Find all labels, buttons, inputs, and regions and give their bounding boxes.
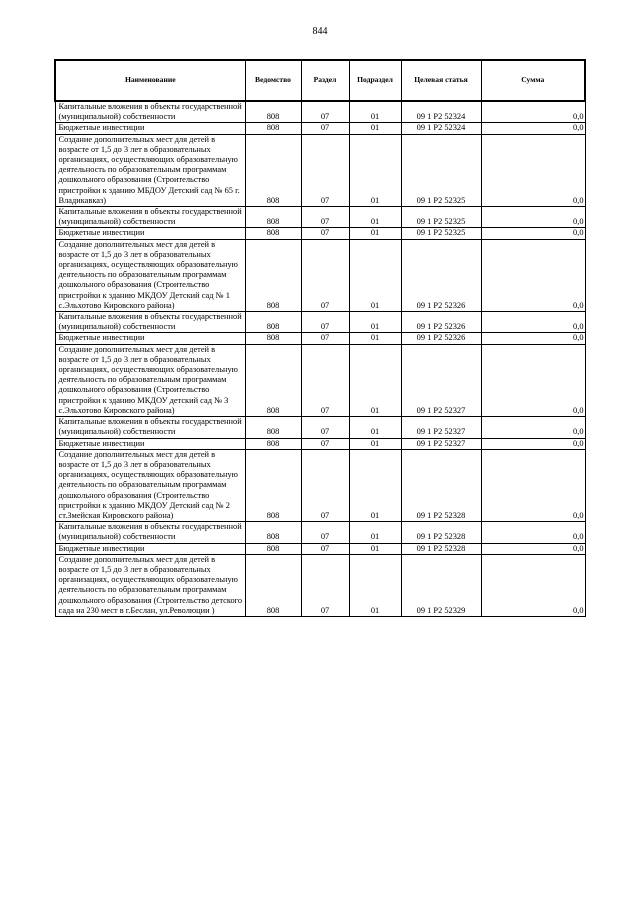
cell-name: Бюджетные инвестиции xyxy=(55,333,245,344)
cell-podrazdel: 01 xyxy=(349,344,401,416)
cell-name: Капитальные вложения в объекты государственной (муниципальной) собственности xyxy=(55,207,245,228)
cell-summa: 0,0 xyxy=(481,134,585,206)
cell-vedomstvo: 808 xyxy=(245,543,301,554)
budget-table xyxy=(54,59,586,617)
cell-vedomstvo: 808 xyxy=(245,344,301,416)
cell-summa: 0,0 xyxy=(481,101,585,123)
cell-vedomstvo: 808 xyxy=(245,449,301,521)
cell-summa: 0,0 xyxy=(481,344,585,416)
cell-vedomstvo: 808 xyxy=(245,554,301,616)
cell-summa: 0,0 xyxy=(481,312,585,333)
cell-razdel: 07 xyxy=(301,101,349,123)
cell-name: Капитальные вложения в объекты государственной (муниципальной) собственности xyxy=(55,312,245,333)
cell-summa: 0,0 xyxy=(481,522,585,543)
cell-podrazdel: 01 xyxy=(349,333,401,344)
cell-name: Бюджетные инвестиции xyxy=(55,543,245,554)
cell-summa: 0,0 xyxy=(481,543,585,554)
cell-podrazdel: 01 xyxy=(349,417,401,438)
cell-celevaya-statya: 09 1 P2 52326 xyxy=(401,333,481,344)
cell-podrazdel: 01 xyxy=(349,543,401,554)
cell-celevaya-statya: 09 1 P2 52324 xyxy=(401,123,481,134)
cell-celevaya-statya: 09 1 P2 52329 xyxy=(401,554,481,616)
cell-name: Бюджетные инвестиции xyxy=(55,123,245,134)
cell-vedomstvo: 808 xyxy=(245,101,301,123)
cell-name: Бюджетные инвестиции xyxy=(55,228,245,239)
cell-podrazdel: 01 xyxy=(349,554,401,616)
cell-summa: 0,0 xyxy=(481,417,585,438)
cell-vedomstvo: 808 xyxy=(245,438,301,449)
table-row xyxy=(55,438,585,449)
cell-razdel: 07 xyxy=(301,228,349,239)
cell-summa: 0,0 xyxy=(481,207,585,228)
cell-razdel: 07 xyxy=(301,344,349,416)
cell-celevaya-statya: 09 1 P2 52324 xyxy=(401,101,481,123)
page-number: 844 xyxy=(312,26,328,37)
cell-razdel: 07 xyxy=(301,333,349,344)
table-row xyxy=(55,417,585,438)
cell-podrazdel: 01 xyxy=(349,522,401,543)
header-celevaya-statya: Целевая статья xyxy=(401,60,481,101)
table-row xyxy=(55,228,585,239)
header-summa: Сумма xyxy=(481,60,585,101)
table-row xyxy=(55,449,585,521)
cell-podrazdel: 01 xyxy=(349,101,401,123)
table-row xyxy=(55,522,585,543)
cell-celevaya-statya: 09 1 P2 52325 xyxy=(401,228,481,239)
cell-razdel: 07 xyxy=(301,543,349,554)
cell-podrazdel: 01 xyxy=(349,438,401,449)
header-vedomstvo: Ведомство xyxy=(245,60,301,101)
table-row xyxy=(55,134,585,206)
cell-razdel: 07 xyxy=(301,522,349,543)
header-podrazdel: Подраздел xyxy=(349,60,401,101)
cell-razdel: 07 xyxy=(301,123,349,134)
cell-podrazdel: 01 xyxy=(349,312,401,333)
cell-name: Создание дополнительных мест для детей в возрасте от 1,5 до 3 лет в образовательных организациях, осуществляющих образовательную деятельность по образовательным программам дошкольного образования (Строительство пристройки к зданию МКДОУ детский сад № 3 с.Эльхотово Кировского района) xyxy=(55,344,245,416)
cell-summa: 0,0 xyxy=(481,438,585,449)
cell-podrazdel: 01 xyxy=(349,449,401,521)
cell-celevaya-statya: 09 1 P2 52328 xyxy=(401,522,481,543)
cell-podrazdel: 01 xyxy=(349,207,401,228)
cell-razdel: 07 xyxy=(301,239,349,311)
cell-celevaya-statya: 09 1 P2 52328 xyxy=(401,449,481,521)
table-row xyxy=(55,333,585,344)
cell-name: Капитальные вложения в объекты государственной (муниципальной) собственности xyxy=(55,522,245,543)
cell-razdel: 07 xyxy=(301,312,349,333)
cell-razdel: 07 xyxy=(301,417,349,438)
cell-name: Создание дополнительных мест для детей в возрасте от 1,5 до 3 лет в образовательных организациях, осуществляющих образовательную деятельность по образовательным программам дошкольного образования (Строительство пристройки к зданию МБДОУ Детский сад № 65 г. Владикавказ) xyxy=(55,134,245,206)
cell-vedomstvo: 808 xyxy=(245,312,301,333)
table-row xyxy=(55,312,585,333)
cell-podrazdel: 01 xyxy=(349,228,401,239)
table-row xyxy=(55,207,585,228)
cell-vedomstvo: 808 xyxy=(245,333,301,344)
cell-name: Создание дополнительных мест для детей в возрасте от 1,5 до 3 лет в образовательных организациях, осуществляющих образовательную деятельность по образовательным программам дошкольного образования (Строительство детского сада на 230 мест в г.Беслан, ул.Революции ) xyxy=(55,554,245,616)
cell-name: Капитальные вложения в объекты государственной (муниципальной) собственности xyxy=(55,101,245,123)
cell-razdel: 07 xyxy=(301,554,349,616)
header-razdel: Раздел xyxy=(301,60,349,101)
header-row xyxy=(55,60,585,101)
cell-celevaya-statya: 09 1 P2 52325 xyxy=(401,207,481,228)
cell-summa: 0,0 xyxy=(481,449,585,521)
cell-name: Создание дополнительных мест для детей в возрасте от 1,5 до 3 лет в образовательных организациях, осуществляющих образовательную деятельность по образовательным программам дошкольного образования (Строительство пристройки к зданию МКДОУ Детский сад № 2 ст.Змейская Кировского района) xyxy=(55,449,245,521)
table-row xyxy=(55,101,585,123)
cell-vedomstvo: 808 xyxy=(245,134,301,206)
table-row xyxy=(55,239,585,311)
table-header xyxy=(55,60,585,101)
cell-vedomstvo: 808 xyxy=(245,207,301,228)
cell-razdel: 07 xyxy=(301,134,349,206)
cell-podrazdel: 01 xyxy=(349,123,401,134)
cell-celevaya-statya: 09 1 P2 52327 xyxy=(401,417,481,438)
cell-vedomstvo: 808 xyxy=(245,123,301,134)
cell-razdel: 07 xyxy=(301,207,349,228)
table-row xyxy=(55,554,585,616)
cell-summa: 0,0 xyxy=(481,123,585,134)
table-body xyxy=(55,101,585,616)
cell-name: Бюджетные инвестиции xyxy=(55,438,245,449)
cell-vedomstvo: 808 xyxy=(245,239,301,311)
cell-razdel: 07 xyxy=(301,449,349,521)
cell-celevaya-statya: 09 1 P2 52326 xyxy=(401,239,481,311)
cell-razdel: 07 xyxy=(301,438,349,449)
table-row xyxy=(55,344,585,416)
table-row xyxy=(55,543,585,554)
cell-celevaya-statya: 09 1 P2 52328 xyxy=(401,543,481,554)
cell-summa: 0,0 xyxy=(481,333,585,344)
cell-name: Капитальные вложения в объекты государственной (муниципальной) собственности xyxy=(55,417,245,438)
table-row xyxy=(55,123,585,134)
cell-vedomstvo: 808 xyxy=(245,228,301,239)
cell-celevaya-statya: 09 1 P2 52327 xyxy=(401,438,481,449)
cell-summa: 0,0 xyxy=(481,228,585,239)
cell-summa: 0,0 xyxy=(481,239,585,311)
cell-name: Создание дополнительных мест для детей в возрасте от 1,5 до 3 лет в образовательных организациях, осуществляющих образовательную деятельность по образовательным программам дошкольного образования (Строительство пристройки к зданию МКДОУ Детский сад № 1 с.Эльхотово Кировского района) xyxy=(55,239,245,311)
cell-vedomstvo: 808 xyxy=(245,417,301,438)
cell-vedomstvo: 808 xyxy=(245,522,301,543)
cell-celevaya-statya: 09 1 P2 52325 xyxy=(401,134,481,206)
cell-celevaya-statya: 09 1 P2 52327 xyxy=(401,344,481,416)
cell-celevaya-statya: 09 1 P2 52326 xyxy=(401,312,481,333)
cell-podrazdel: 01 xyxy=(349,134,401,206)
header-name: Наименование xyxy=(55,60,245,101)
cell-summa: 0,0 xyxy=(481,554,585,616)
cell-podrazdel: 01 xyxy=(349,239,401,311)
